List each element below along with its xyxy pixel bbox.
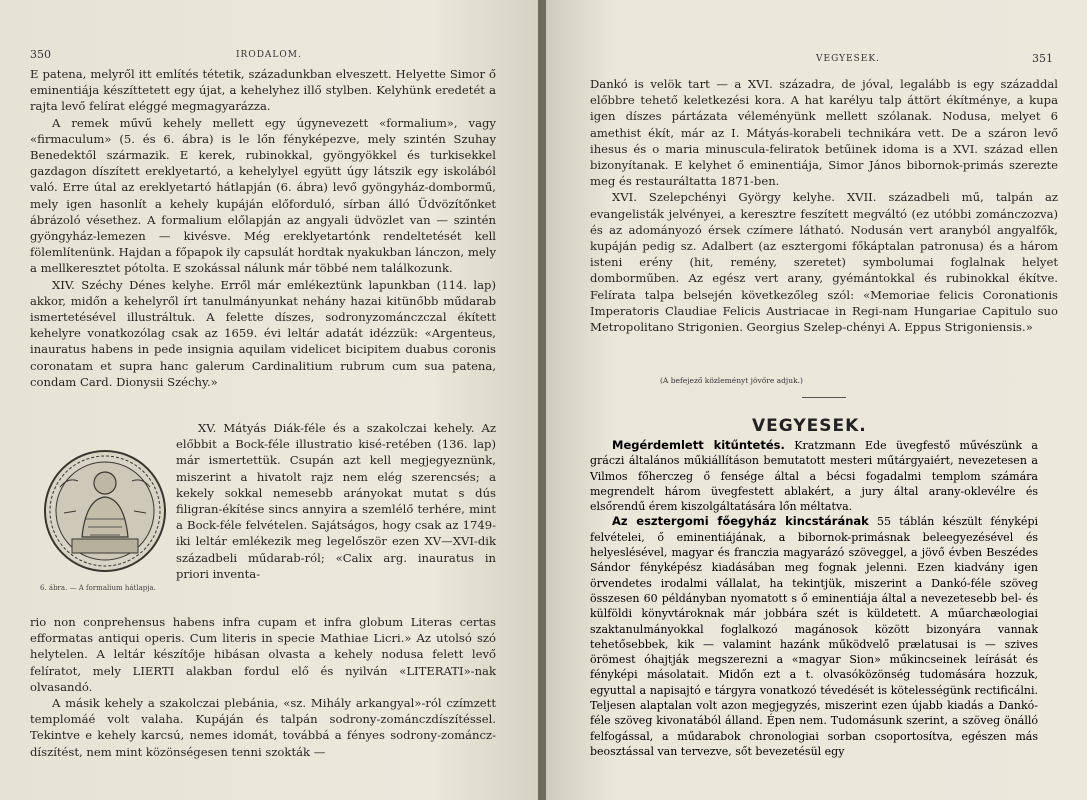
paragraph: XIV. Széchy Dénes kelyhe. Erről már emlékeztünk lapunkban (114. lap) akkor, midőn a kehelyről írt tanulmányunkat nehány hazai kitünőbb műdarab ismertetésével illustráltuk. A felette díszes, sodronyzománczczal ékített kehelyre vonatkozólag csak az 1659. évi leltár adatát idézzük: «Argenteus, inauratus habens in pede insignia aquilam videlicet bicipitem duabus coronis coronatam et supra hanc galerum Cardinalitium rubrum cum sua patena, condam Card. Dionysii Széchy.» bbox=[30, 277, 496, 389]
left-page bbox=[0, 0, 540, 800]
left-text-bottom bbox=[30, 614, 496, 760]
news-text: 55 táblán készült fényképi felvételei, ő eminentiájának, a bibornok-primásnak beleegyezésével és helyeslésével, magyar és franczia magyarázó szöveggel, a jövő évben Beszédes Sándor fényképész kiadásában meg fognak jelenni. Ezen kiadvány igen örvendetes irodalmi vállalat, ha tekintjük, miszerint a Dankó-féle szöveg összesen 60 példányban nyomatott s ő eminentiája által a nevezetesebb bel- és külföldi könyvtároknak már jobbára szét is küldetett. A műarchæologiai szaktanulmányokkal foglalkozó magánosok között bizonyára vannak tehetősebbek, kik — valamint hazánk működvelő prælatusai is — szives örömest óhajtják megszerezni a «magyar Sion» műkincseinek leírását és fényképi másolatait. Midőn ezt a t. olvasóközönség tudomására hozzuk, egyuttal a napisajtó e tárgyra vonatkozó tévedését is kötelességünk rectificálni. Teljesen alaptalan volt azon megjegyzés, miszerint ezen újabb kiadás a Dankó-féle szöveg kivonatából álland. Épen nem. Tudomásunk szerint, a szöveg önálló felfogással, a műdarabok chronologiai sorban csoportosítva, egészen más beosztással van tervezve, sőt bevezetésül egy bbox=[590, 515, 1038, 758]
news-item bbox=[590, 514, 1038, 759]
paragraph: rio non conprehensus habens infra cupam et infra globum Literas certas efformatas antiqui operis. Cum literis in specie Mathiae Licri.» Az utolsó szó helytelen. A leltár készítője hibásan olvasta a kehely nodusa felett levő felíratot, mely LIERTI alakban fordul elő és nyilván «LITERATI»-nak olvasandó. bbox=[30, 615, 496, 694]
paragraph: Dankó is velök tart — a XVI. századra, de jóval, legalább is egy századdal előbbre tehető keletkezési kora. A hat karélyu talp áttört ékítménye, a kupa igen díszes pártázata véleményünk mellett szólanak. Nodusa, melyet 6 amethist ékít, már az I. Mátyás-korabeli technikára vett. De a száron levő ihesus és o maria minuscula-feliratok betűinek idoma is a XVI. század ellen bizonyítanak. E kelyhet ő eminentiája, Simor János bibornok-primás szerezte meg és restauráltatta 1871-ben. bbox=[590, 77, 1058, 189]
wrapped-text bbox=[176, 420, 496, 582]
divider bbox=[802, 397, 846, 398]
paragraph: A remek művű kehely mellett egy úgynevezett «formalium», vagy «firmaculum» (5. és 6. ábra) is le lőn fényképezve, mely szintén Szuhay Benedektől származik. E kerek, rubinokkal, gyöngyökkel és turkisekkel gazdagon díszített ereklyetartó, a kehelylyel együtt úgy látszik egy iskolából való. Erre útal az ereklyetartó hátlapján (6. ábra) levő gyöngyház-dombormű, mely igen hasonlít a kehely kupáján előforduló, sírban álló Üdvözítőnket ábrázoló vésethez. A formalium előlapján az angyali üdvözlet van — szintén gyöngyház-lemezen — kivésve. Még ereklyetartónk rendeltetését kell fölemlítenünk. Hajdan a főpapok ily capsulát hordtak nyakukban lánczon, mely a mellkeresztet pótolta. E szokással nálunk már többé nem találkozunk. bbox=[30, 115, 496, 276]
section-title: VEGYESEK. bbox=[752, 416, 867, 436]
formalium-illustration bbox=[42, 447, 168, 577]
paragraph: XV. Mátyás Diák-féle és a szakolczai kehely. Az előbbit a Bock-féle illustratio kisé-retében (136. lap) már ismertettük. Csupán azt kell megjegyeznünk, miszerint a hivatolt rajz nem elég szerencsés; a kekely sokkal nemesebb arányokat mutat s dús filigran-ékítése sincs annyira a szemlélő terhére, mint a Bock-féle felvételen. Sajátságos, hogy csak az 1749-iki leltár emlékezik meg legelőször ezen XV—XVI-dik századbeli műdarab-ról; «Calix arg. inauratus in priori inventa- bbox=[176, 421, 496, 581]
running-head: VEGYESEK. bbox=[816, 54, 880, 64]
page-number: 351 bbox=[1032, 52, 1053, 65]
continuation-note: (A befejező közleményt jövőre adjuk.) bbox=[660, 376, 803, 385]
page-number: 350 bbox=[30, 48, 51, 61]
paragraph: E patena, melyről itt említés tétetik, századunkban elveszett. Helyette Simor ő eminentiája készíttetett egy újat, a kehelyhez illő stylben. Kelyhünk eredetét a rajta levő felírat eléggé megmagyarázza. bbox=[30, 67, 496, 114]
right-text-top bbox=[590, 76, 1058, 335]
news-column bbox=[590, 438, 1038, 759]
news-title: Megérdemlett kitűntetés. bbox=[612, 438, 785, 452]
figure-caption: 6. ábra. — A formalium hátlapja. bbox=[40, 584, 156, 592]
paragraph: XVI. Szelepchényi György kelyhe. XVII. századbeli mű, talpán az evangelisták jelvényei, a keresztre feszített megváltó (ez utóbbi zománczozva) és az adományozó érsek czímere látható. Nodusán vert aranyból angyalfők, kupáján pedig sz. Adalbert (az esztergomi főkáptalan patronusa) és a három isteni erény (hit, remény, szeretet) symbolumai foglalnak helyet domborműben. Az egész vert arany, gyémántokkal és rubinokkal ékítve. Felírata talpa belsején következőleg szól: «Memoriae felicis Coronationis Imperatoris Claudiae Felicis Austriacae in Regi-nam Hungariae Capitulo suo Metropolitano Strigonien. Georgius Szelep-chényi A. Eppus Strigoniensis.» bbox=[590, 190, 1058, 335]
running-head: IRODALOM. bbox=[236, 50, 302, 60]
paragraph: A másik kehely a szakolczai plebánia, «sz. Mihály arkangyal»-ról czímzett templomáé volt valaha. Kupáján és talpán sodrony-zománczdíszítéssel. Tekintve e kehely karcsú, nemes idomát, továbbá a fényes sodrony-zománcz-díszítést, nem mint közönségesen tenni szokták — bbox=[30, 696, 496, 759]
news-text: Kratzmann Ede üvegfestő művészünk a gráczi általános műkiállításon bemutatott mesteri műtárgyaiért, nevezetesen a Vilmos főherczeg ő fensége által a bécsi fogadalmi templom számára megrendelt három üvegfestett ablakért, a jury által arany-oklevélre és elsőrendű érem kiszolgáltatására lőn méltatva. bbox=[590, 439, 1038, 514]
left-text-top bbox=[30, 66, 496, 390]
news-item bbox=[590, 438, 1038, 514]
news-title: Az esztergomi főegyház kincstárának bbox=[612, 514, 869, 529]
